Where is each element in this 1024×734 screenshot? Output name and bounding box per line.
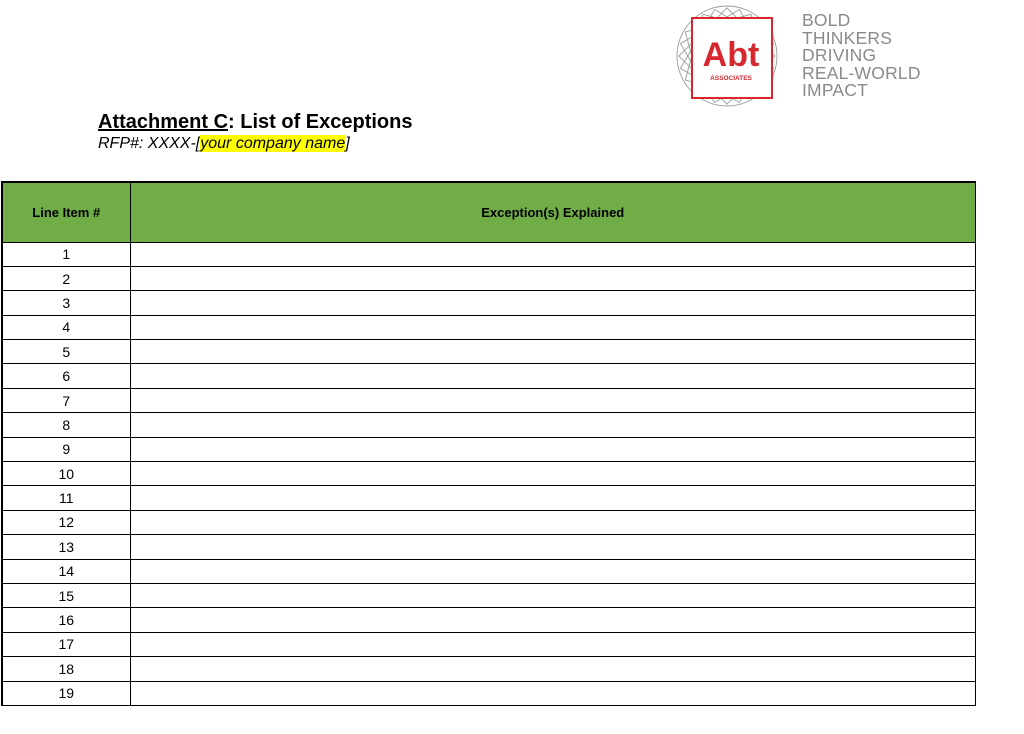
table-row	[2, 608, 976, 632]
table-row	[2, 291, 976, 315]
exception-cell[interactable]	[130, 559, 976, 583]
title-underlined: Attachment C	[98, 111, 229, 133]
line-item-number: 4	[2, 315, 130, 339]
table-row	[2, 632, 976, 656]
brand-text: Abt	[702, 36, 760, 74]
exception-cell[interactable]	[130, 340, 976, 364]
exception-cell[interactable]	[130, 486, 976, 510]
exception-cell[interactable]	[130, 535, 976, 559]
page-title	[98, 110, 412, 134]
tagline-line: DRIVING	[802, 45, 877, 65]
line-item-number: 8	[2, 413, 130, 437]
exception-cell[interactable]	[130, 437, 976, 461]
exception-cell[interactable]	[130, 510, 976, 534]
line-item-number: 14	[2, 559, 130, 583]
exception-cell[interactable]	[130, 242, 976, 266]
abt-logo-mark-icon	[672, 0, 782, 112]
line-item-number: 2	[2, 266, 130, 290]
exception-cell[interactable]	[130, 657, 976, 681]
line-item-number: 19	[2, 681, 130, 705]
line-item-number: 7	[2, 388, 130, 412]
line-item-number: 17	[2, 632, 130, 656]
table-row	[2, 340, 976, 364]
table-row	[2, 242, 976, 266]
subtitle-suffix: ]	[345, 135, 350, 152]
column-header-exception: Exception(s) Explained	[130, 182, 976, 242]
column-header-line-item: Line Item #	[2, 182, 130, 242]
line-item-number: 15	[2, 583, 130, 607]
table-row	[2, 388, 976, 412]
subtitle-prefix: RFP#: XXXX-[	[98, 135, 201, 152]
abt-associates-logo	[672, 0, 942, 112]
company-name-placeholder[interactable]: your company name	[200, 135, 346, 152]
exception-cell[interactable]	[130, 608, 976, 632]
exception-cell[interactable]	[130, 583, 976, 607]
brand-subtext: ASSOCIATES	[710, 75, 752, 82]
line-item-number: 12	[2, 510, 130, 534]
table-row	[2, 535, 976, 559]
exception-cell[interactable]	[130, 413, 976, 437]
line-item-number: 10	[2, 462, 130, 486]
tagline-line: REAL-WORLD	[802, 62, 921, 83]
table-row	[2, 510, 976, 534]
table-row	[2, 583, 976, 607]
table-row	[2, 364, 976, 388]
table-row	[2, 437, 976, 461]
exception-cell[interactable]	[130, 364, 976, 388]
table-row	[2, 559, 976, 583]
exception-cell[interactable]	[130, 266, 976, 290]
table-row	[2, 681, 976, 705]
exceptions-table	[1, 181, 976, 706]
table-row	[2, 413, 976, 437]
line-item-number: 9	[2, 437, 130, 461]
line-item-number: 5	[2, 340, 130, 364]
exception-cell[interactable]	[130, 681, 976, 705]
table-row	[2, 657, 976, 681]
exception-cell[interactable]	[130, 291, 976, 315]
document-header	[98, 110, 412, 154]
table-row	[2, 266, 976, 290]
line-item-number: 18	[2, 657, 130, 681]
table-row	[2, 486, 976, 510]
tagline-line: BOLD	[802, 10, 851, 30]
line-item-number: 1	[2, 242, 130, 266]
tagline-line: IMPACT	[802, 80, 869, 100]
exception-cell[interactable]	[130, 315, 976, 339]
exception-cell[interactable]	[130, 632, 976, 656]
table-row	[2, 462, 976, 486]
table-row	[2, 315, 976, 339]
line-item-number: 16	[2, 608, 130, 632]
exception-cell[interactable]	[130, 388, 976, 412]
rfp-subtitle	[98, 134, 412, 154]
line-item-number: 6	[2, 364, 130, 388]
line-item-number: 11	[2, 486, 130, 510]
exception-cell[interactable]	[130, 462, 976, 486]
table-header-row	[2, 182, 976, 242]
title-rest: : List of Exceptions	[228, 111, 413, 133]
tagline-line: THINKERS	[802, 27, 893, 48]
logo-tagline	[802, 12, 921, 100]
line-item-number: 13	[2, 535, 130, 559]
line-item-number: 3	[2, 291, 130, 315]
